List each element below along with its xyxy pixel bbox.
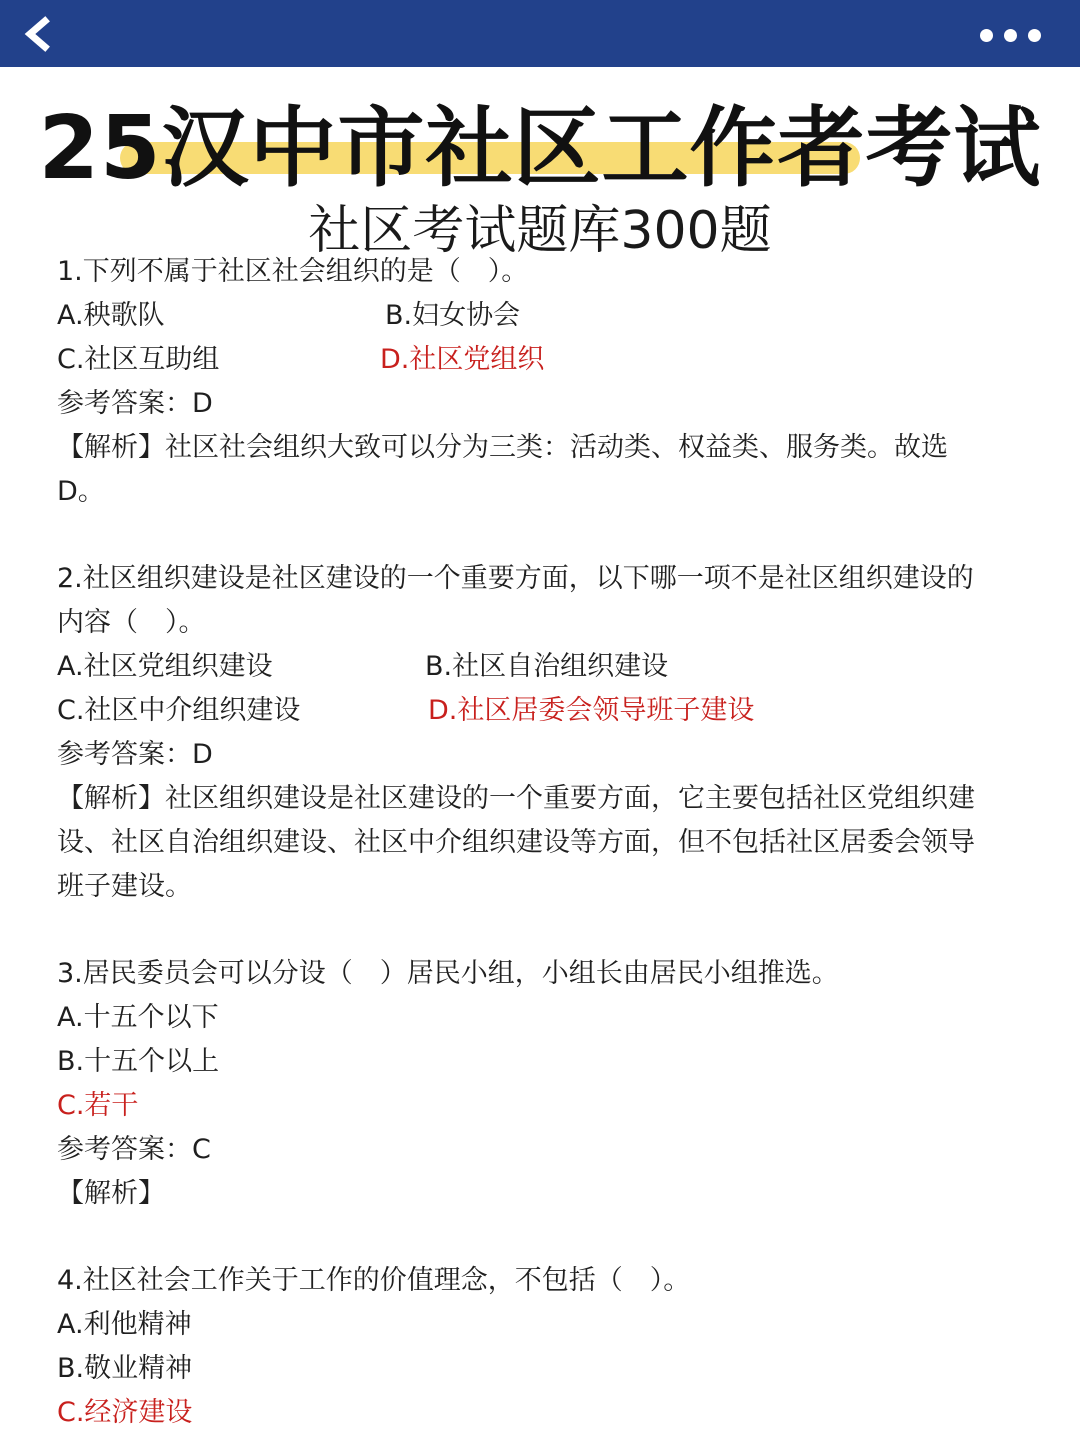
question-2-option-a: A.社区党组织建设: [57, 651, 273, 682]
question-4-option-a: A.利他精神: [57, 1309, 192, 1340]
question-1-option-a: A.秧歌队: [57, 300, 165, 331]
question-2-analysis-line-3: 班子建设。: [57, 871, 192, 902]
question-2-option-c: C.社区中介组织建设: [57, 695, 301, 726]
question-3-stem: 3.居民委员会可以分设（ ）居民小组，小组长由居民小组推选。: [57, 958, 839, 989]
question-2-stem-line-1: 2.社区组织建设是社区建设的一个重要方面，以下哪一项不是社区组织建设的: [57, 563, 974, 594]
more-dots-icon: [1004, 29, 1017, 42]
question-2-option-d-correct: D.社区居委会领导班子建设: [428, 695, 755, 726]
question-2-option-b: B.社区自治组织建设: [425, 651, 669, 682]
question-2-answer: 参考答案：D: [57, 739, 213, 770]
question-3-option-c-correct: C.若干: [57, 1090, 139, 1121]
more-options-button[interactable]: [980, 18, 1050, 52]
question-1-analysis-line-2: D。: [57, 476, 105, 507]
question-3-option-b: B.十五个以上: [57, 1046, 220, 1077]
more-dots-icon: [1028, 29, 1041, 42]
page-subtitle: 社区考试题库300题: [308, 201, 772, 261]
question-3-answer: 参考答案：C: [57, 1134, 211, 1165]
question-4-option-c-correct: C.经济建设: [57, 1397, 193, 1428]
question-1-answer: 参考答案：D: [57, 388, 213, 419]
more-dots-icon: [980, 29, 993, 42]
question-1-option-b: B.妇女协会: [385, 300, 521, 331]
question-4-stem: 4.社区社会工作关于工作的价值理念，不包括（ ）。: [57, 1265, 691, 1296]
back-button[interactable]: [14, 10, 64, 58]
question-2-analysis-line-2: 设、社区自治组织建设、社区中介组织建设等方面，但不包括社区居委会领导: [57, 827, 975, 858]
question-1-analysis-line-1: 【解析】社区社会组织大致可以分为三类：活动类、权益类、服务类。故选: [57, 432, 948, 463]
question-3-analysis: 【解析】: [57, 1178, 165, 1209]
question-2-stem-line-2: 内容（ ）。: [57, 607, 206, 638]
question-1-option-d-correct: D.社区党组织: [380, 344, 545, 375]
question-2-analysis-line-1: 【解析】社区组织建设是社区建设的一个重要方面，它主要包括社区党组织建: [57, 783, 975, 814]
page-title: 25汉中市社区工作者考试: [38, 97, 1042, 199]
question-3-option-a: A.十五个以下: [57, 1002, 219, 1033]
question-1-option-c: C.社区互助组: [57, 344, 220, 375]
question-4-option-b: B.敬业精神: [57, 1353, 193, 1384]
top-nav-bar: [0, 0, 1080, 67]
chevron-left-icon: [14, 10, 64, 58]
question-1-stem: 1.下列不属于社区社会组织的是（ ）。: [57, 256, 529, 287]
